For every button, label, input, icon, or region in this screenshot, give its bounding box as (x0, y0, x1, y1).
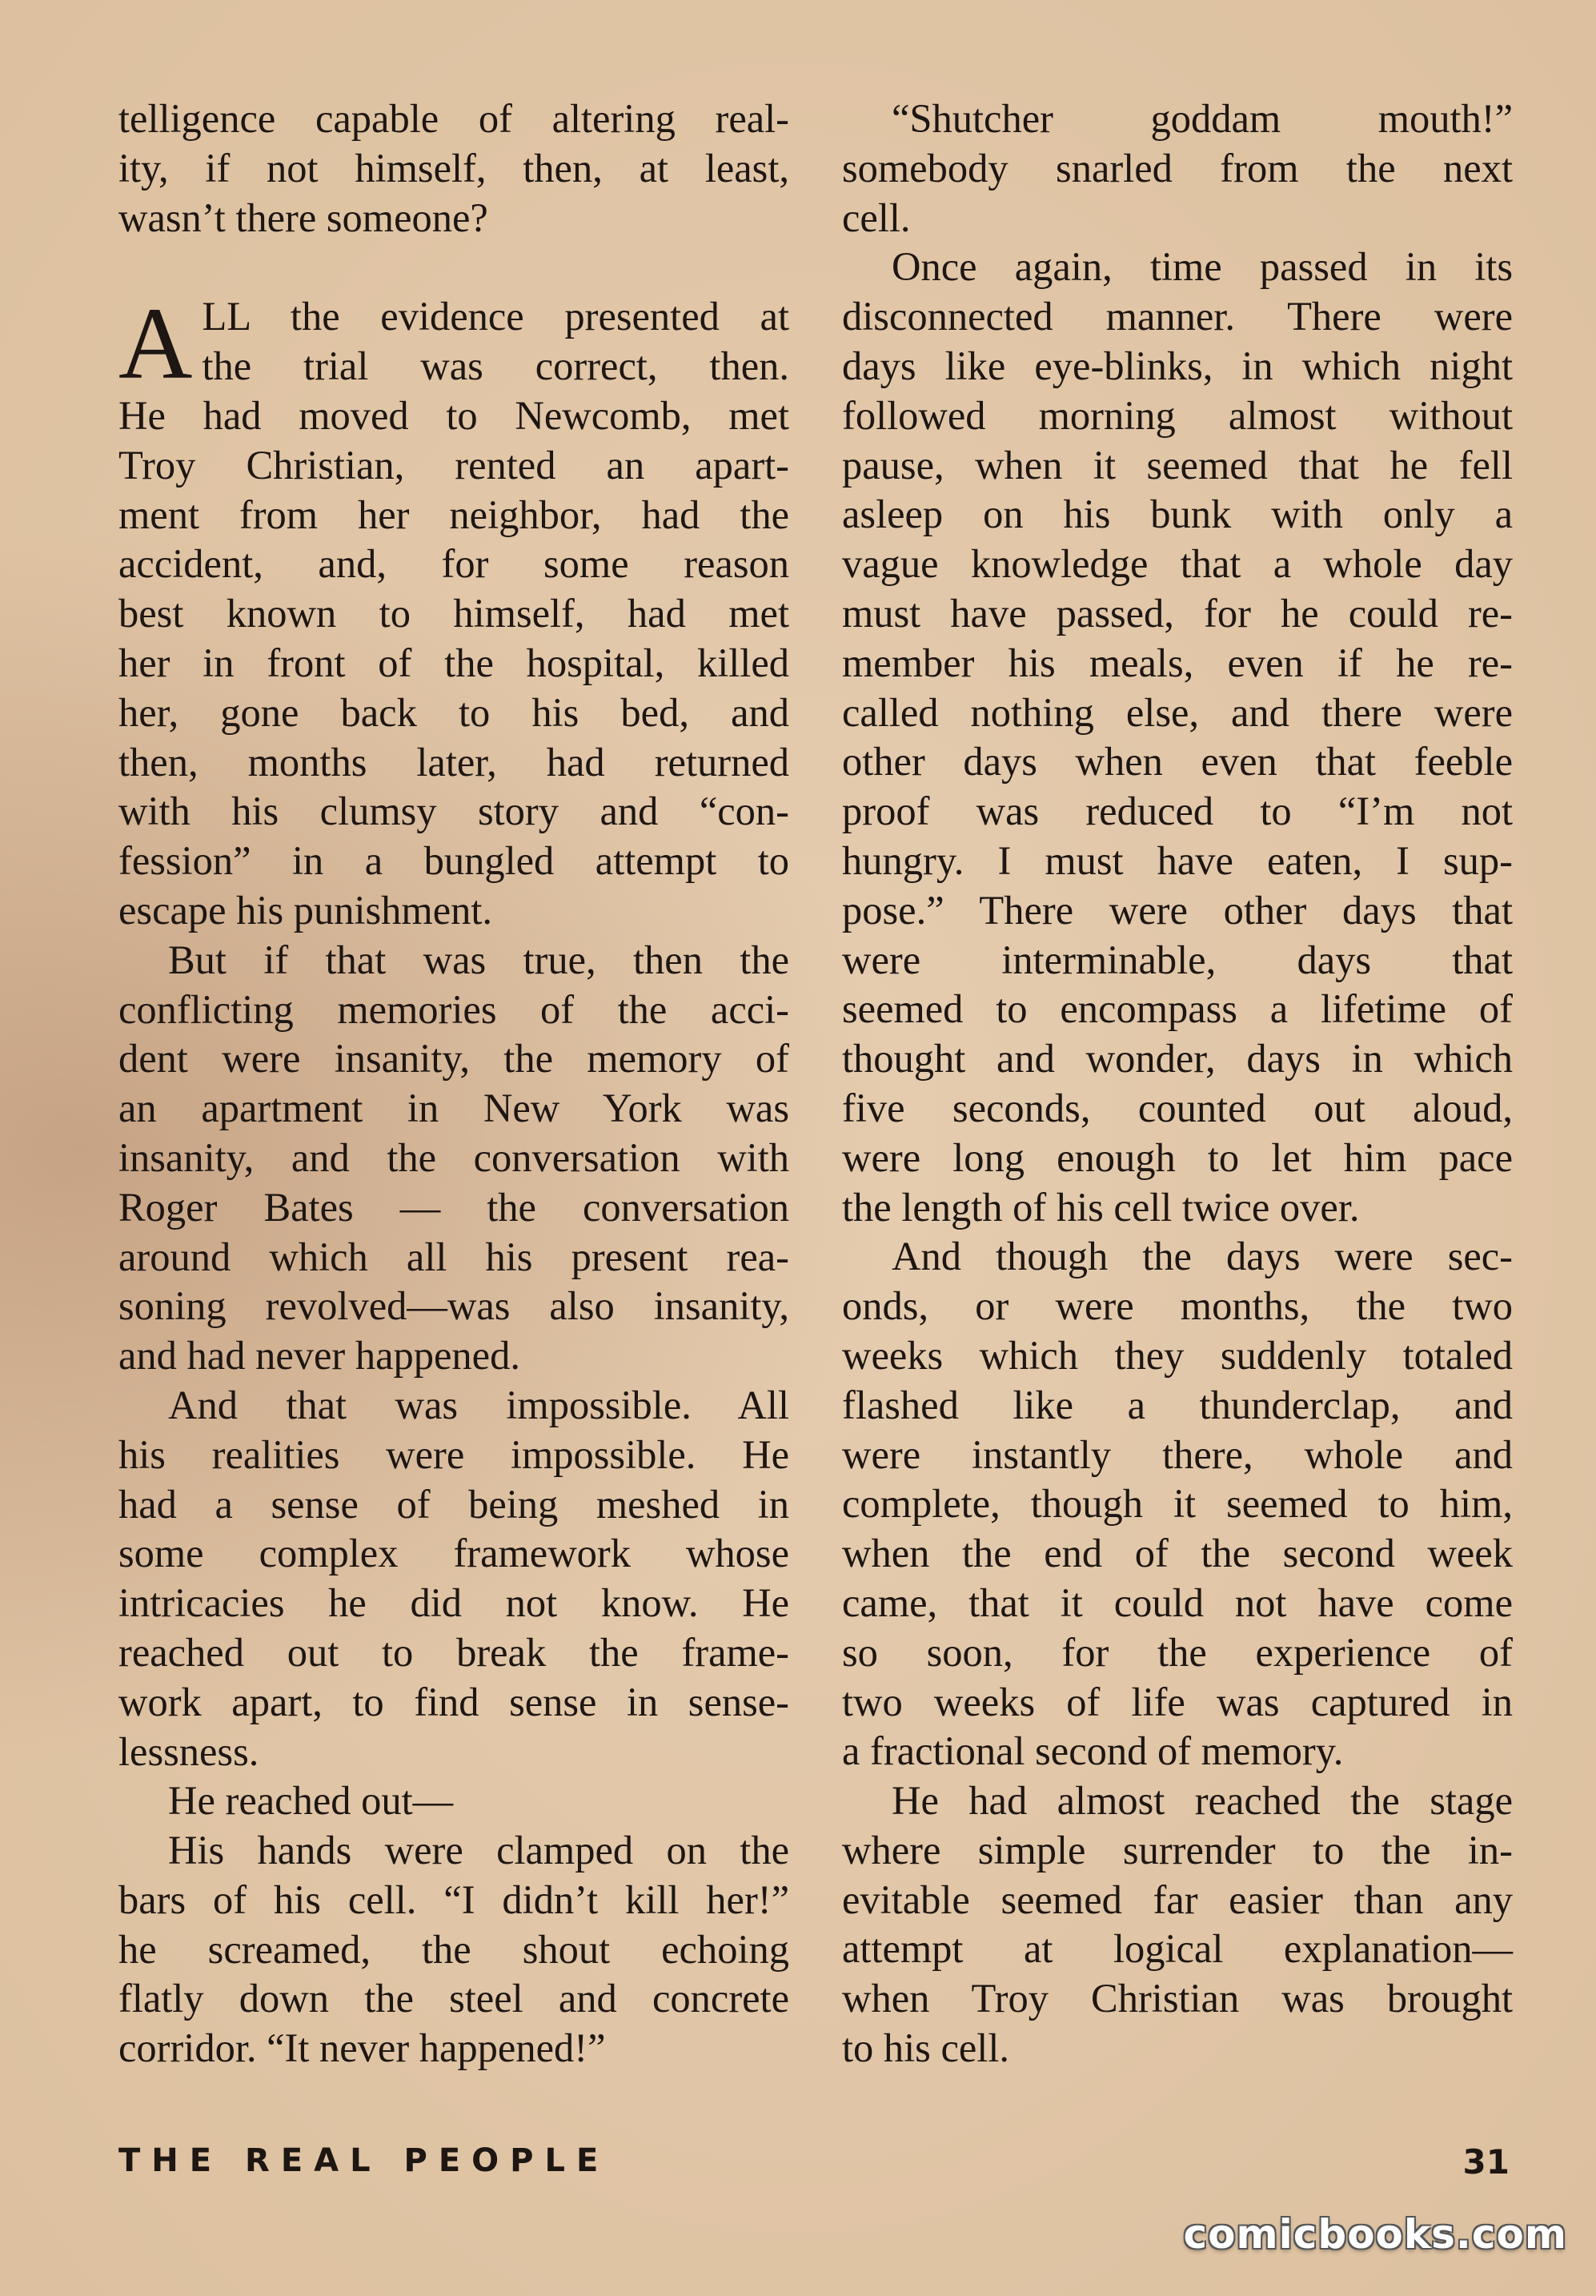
paragraph (118, 1826, 789, 2073)
text-line: escape his punishment. (118, 887, 493, 933)
text-line: somebody snarled from the next (842, 145, 1513, 191)
text-line: her, gone back to his bed, and (118, 689, 789, 735)
text-line: work apart, to find sense in sense- (118, 1679, 789, 1724)
text-line: bars of his cell. “I didn’t kill her!” (118, 1877, 789, 1922)
paragraph (842, 243, 1513, 1232)
text-line: accident, and, for some reason (118, 541, 789, 587)
text-line: five seconds, counted out aloud, (842, 1085, 1513, 1130)
text-line: her in front of the hospital, killed (118, 640, 789, 685)
text-line: when Troy Christian was brought (842, 1976, 1513, 2021)
text-line: around which all his present rea- (118, 1234, 789, 1279)
text-line: attempt at logical explanation— (842, 1926, 1513, 1972)
paragraph (842, 1776, 1513, 2073)
text-line: so soon, for the experience of (842, 1629, 1513, 1675)
paragraph (118, 1381, 789, 1776)
text-line: other days when even that feeble (842, 739, 1513, 785)
paragraph (842, 94, 1513, 243)
text-line: lessness. (118, 1728, 259, 1774)
text-line: fession” in a bungled attempt to (118, 838, 789, 884)
text-line: a fractional second of memory. (842, 1728, 1344, 1774)
text-line: were long enough to let him pace (842, 1134, 1513, 1180)
text-line: the trial was correct, then. (202, 343, 789, 389)
text-line: And that was impossible. All (168, 1382, 789, 1427)
drop-cap: A (118, 287, 193, 401)
text-line: conflicting memories of the acci- (118, 986, 789, 1032)
text-line: cell. (842, 195, 911, 240)
page-number: 31 (1462, 2142, 1510, 2182)
text-line: followed morning almost without (842, 392, 1513, 438)
text-line: when the end of the second week (842, 1531, 1513, 1576)
paragraph (118, 1776, 789, 1826)
text-line: wasn’t there someone? (118, 195, 488, 240)
text-line: insanity, and the conversation with (118, 1134, 789, 1180)
text-line: He had moved to Newcomb, met (118, 392, 789, 438)
text-line: telligence capable of altering real- (118, 96, 789, 141)
text-line: flatly down the steel and concrete (118, 1976, 789, 2021)
text-line: with his clumsy story and “con- (118, 789, 789, 834)
page-footer (118, 2142, 1510, 2182)
text-line: soning revolved—was also insanity, (118, 1283, 789, 1329)
text-line: ity, if not himself, then, at least, (118, 145, 789, 191)
text-line: flashed like a thunderclap, and (842, 1382, 1513, 1427)
text-line: reached out to break the frame- (118, 1629, 789, 1675)
text-line: complete, though it seemed to him, (842, 1481, 1513, 1527)
text-line: proof was reduced to “I’m not (842, 789, 1513, 834)
text-line: to his cell. (842, 2025, 1009, 2071)
text-line: He reached out— (168, 1778, 454, 1824)
text-line: member his meals, even if he re- (842, 640, 1513, 685)
paragraph (118, 94, 789, 243)
paragraph (118, 287, 789, 935)
text-line: were instantly there, whole and (842, 1431, 1513, 1477)
text-line: disconnected manner. There were (842, 294, 1513, 339)
text-line: Once again, time passed in its (892, 244, 1513, 290)
text-line: came, that it could not have come (842, 1580, 1513, 1625)
text-line: But if that was true, then the (168, 937, 789, 982)
text-line: where simple surrender to the in- (842, 1827, 1513, 1873)
text-line: And though the days were sec- (892, 1234, 1513, 1279)
text-line: were interminable, days that (842, 937, 1513, 982)
paragraph (842, 1232, 1513, 1776)
text-line: some complex framework whose (118, 1531, 789, 1576)
running-footer-title: THE REAL PEOPLE (118, 2142, 610, 2179)
text-line: pose.” There were other days that (842, 887, 1513, 933)
text-line: seemed to encompass a lifetime of (842, 986, 1513, 1032)
text-line: he screamed, the shout echoing (118, 1926, 789, 1972)
text-line: days like eye-blinks, in which night (842, 343, 1513, 388)
text-line: Roger Bates — the conversation (118, 1184, 789, 1230)
left-column (118, 94, 789, 2073)
text-line: His hands were clamped on the (168, 1828, 789, 1873)
text-line: two weeks of life was captured in (842, 1679, 1513, 1724)
text-line: onds, or were months, the two (842, 1283, 1513, 1329)
text-line: weeks which they suddenly totaled (842, 1332, 1513, 1378)
text-line: Troy Christian, rented an apart- (118, 442, 789, 488)
right-column (842, 94, 1513, 2073)
text-line: thought and wonder, days in which (842, 1036, 1513, 1082)
text-line: best known to himself, had met (118, 591, 789, 636)
text-line: LL the evidence presented at (202, 294, 789, 339)
text-line: “Shutcher goddam mouth!” (892, 96, 1513, 141)
text-line: the length of his cell twice over. (842, 1184, 1360, 1230)
text-line: hungry. I must have eaten, I sup- (842, 837, 1513, 883)
text-line: had a sense of being meshed in (118, 1481, 789, 1527)
watermark-logo: comicbooks.com (1183, 2211, 1567, 2258)
text-line: asleep on his bunk with only a (842, 492, 1513, 537)
text-line: ment from her neighbor, had the (118, 492, 789, 537)
text-line: an apartment in New York was (118, 1086, 789, 1131)
paragraph (118, 936, 789, 1381)
text-line: He had almost reached the stage (892, 1778, 1513, 1824)
text-line: called nothing else, and there were (842, 689, 1513, 735)
text-line: his realities were impossible. He (118, 1431, 789, 1477)
text-line: then, months later, had returned (118, 739, 789, 785)
text-line: evitable seemed far easier than any (842, 1877, 1513, 1922)
text-line: corridor. “It never happened!” (118, 2025, 606, 2071)
text-line: pause, when it seemed that he fell (842, 442, 1513, 488)
text-line: vague knowledge that a whole day (842, 541, 1513, 587)
text-line: must have passed, for he could re- (842, 590, 1513, 636)
text-line: dent were insanity, the memory of (118, 1036, 789, 1082)
text-line: and had never happened. (118, 1333, 520, 1379)
text-line: intricacies he did not know. He (118, 1580, 789, 1626)
